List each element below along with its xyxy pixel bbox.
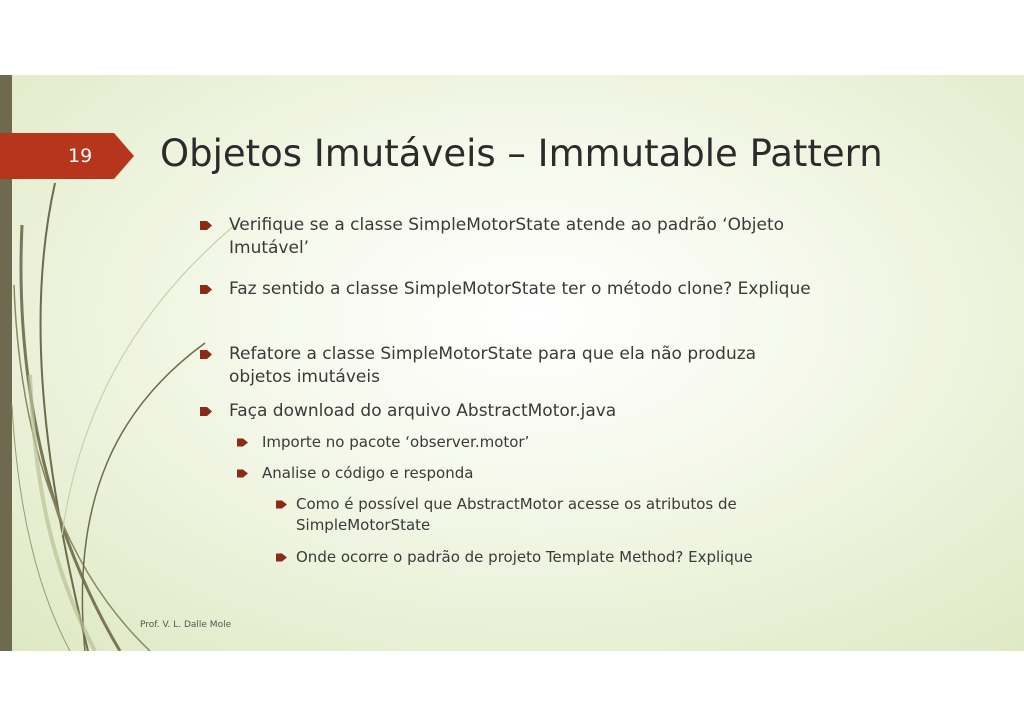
arrow-bullet-icon [200,278,212,301]
bullet-text: Verifique se a classe SimpleMotorState atende ao padrão ‘Objeto Imutável’ [229,215,785,258]
list-item [237,463,797,484]
bullet-text: Faz sentido a classe SimpleMotorState ter o método clone? Explique [229,279,811,299]
slide [0,75,1024,651]
bullet-text: Como é possível que AbstractMotor acesse os atributos de SimpleMotorState [296,495,737,534]
arrow-bullet-icon [237,432,249,453]
arrow-bullet-icon [200,343,212,366]
slide-footer: Prof. V. L. Dalle Mole [140,620,232,630]
arrow-bullet-icon [200,400,212,423]
slide-number: 19 [68,145,93,167]
slide-number-tab [0,133,134,179]
list-item [237,432,797,453]
bullet-text: Importe no pacote ‘observer.motor’ [262,433,530,451]
slide-title: Objetos Imutáveis – Immutable Pattern [160,132,883,175]
bullet-text: Analise o código e responda [262,464,474,482]
arrow-bullet-icon [237,463,249,484]
bullet-text: Faça download do arquivo AbstractMotor.java [229,401,617,421]
arrow-bullet-icon [276,494,288,515]
arrow-bullet-icon [276,547,288,568]
bullet-text: Refatore a classe SimpleMotorState para que ela não produza objetos imutáveis [229,344,757,387]
list-item [200,400,820,423]
list-item [200,343,820,389]
arrow-bullet-icon [200,214,212,237]
bullet-text: Onde ocorre o padrão de projeto Template Method? Explique [296,548,753,566]
list-item [276,547,836,568]
list-item [276,494,836,536]
list-item [200,214,820,260]
list-item [200,278,820,301]
